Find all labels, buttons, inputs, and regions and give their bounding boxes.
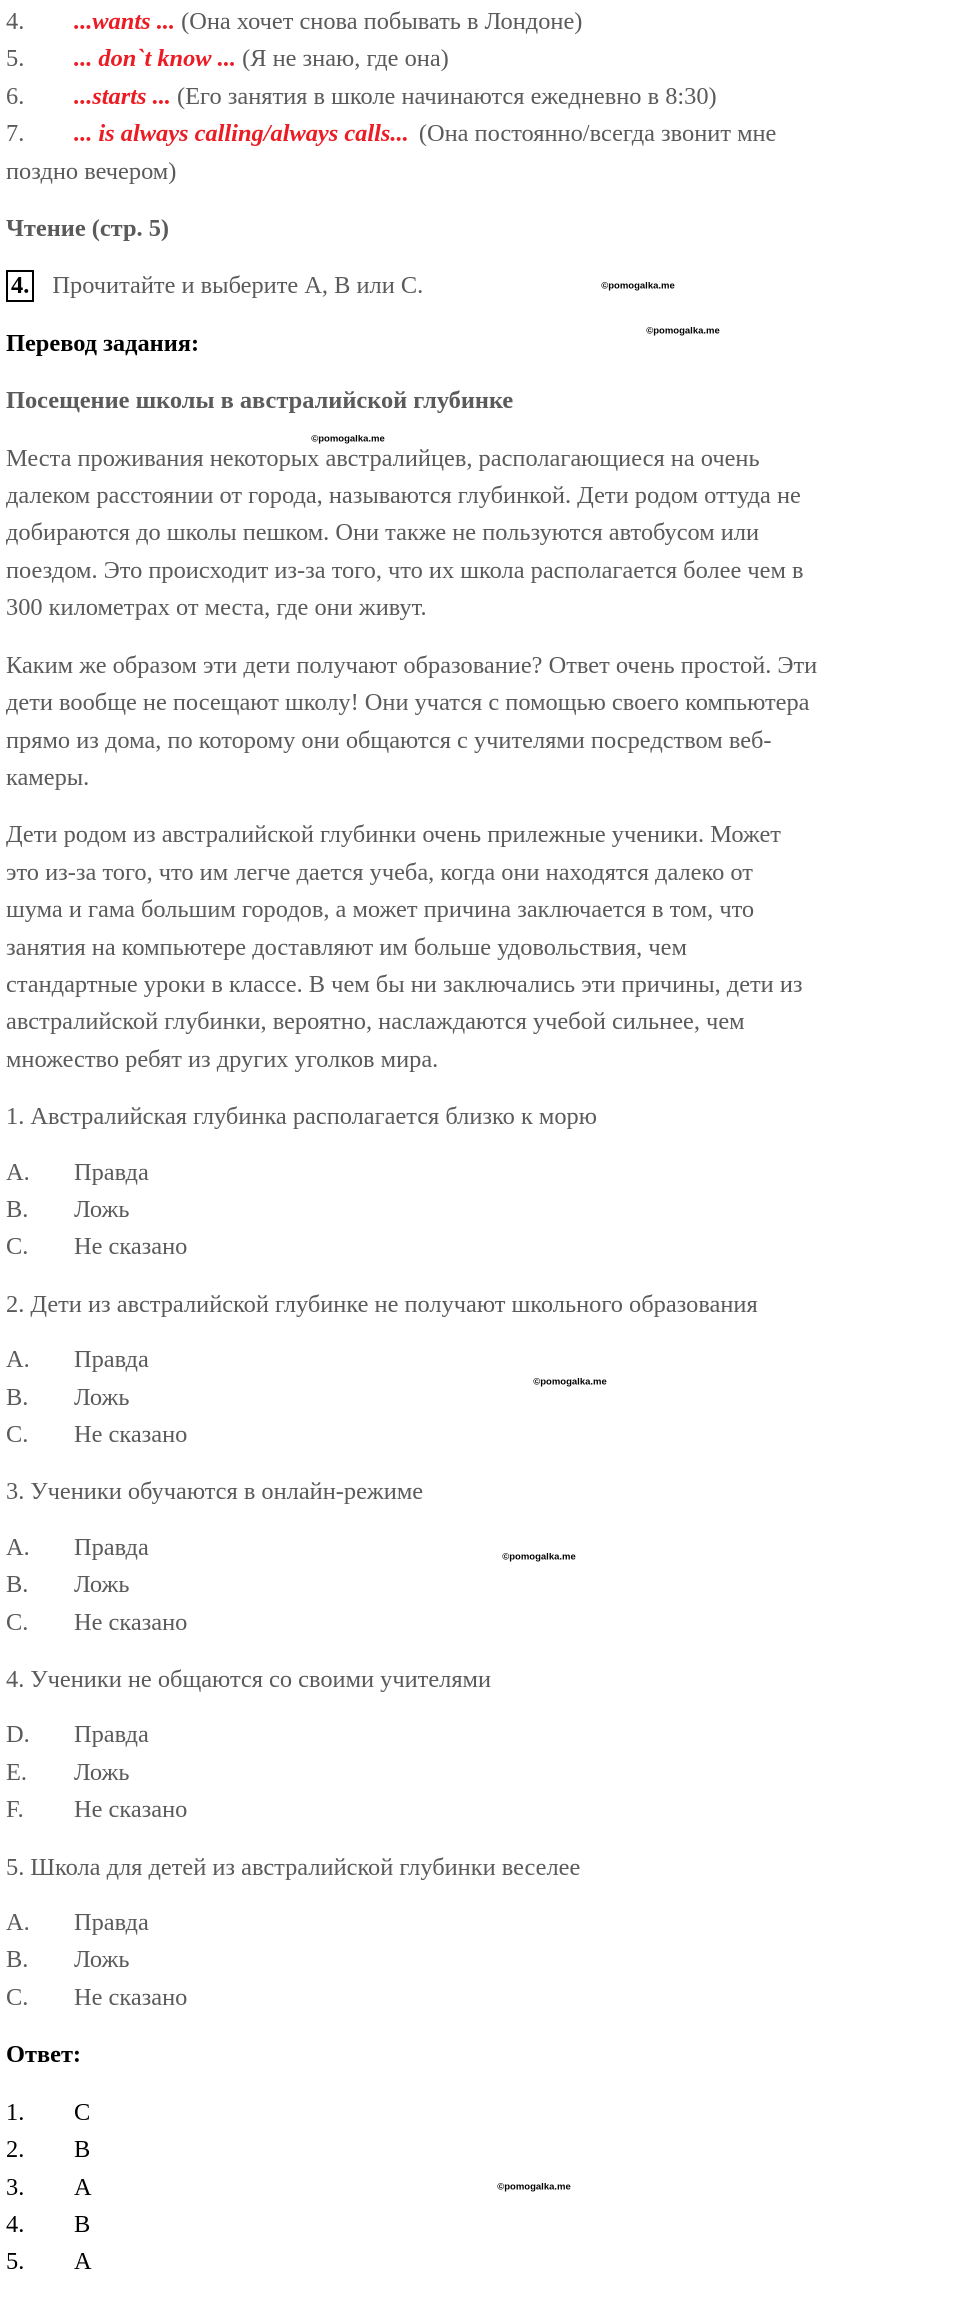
option-text: Не сказано xyxy=(74,1796,188,1824)
option xyxy=(6,1566,960,1603)
answer-text: ...starts ... xyxy=(74,82,171,110)
option-letter: F. xyxy=(6,1796,24,1824)
answer-row xyxy=(6,2131,960,2168)
option xyxy=(6,1941,960,1978)
watermark: ©pomogalka.me xyxy=(646,325,720,337)
option-letter: A. xyxy=(6,1909,30,1937)
answer-translation: (Она постоянно/всегда звонит мне xyxy=(418,120,777,148)
option xyxy=(6,1754,960,1791)
article-paragraph xyxy=(6,440,960,627)
answer-translation-continued: поздно вечером) xyxy=(6,157,177,185)
options-list xyxy=(6,1154,960,1266)
option xyxy=(6,1416,960,1453)
option-text: Ложь xyxy=(74,1758,130,1786)
paragraph-line: австралийской глубинки, вероятно, наслаждаются учебой сильнее, чем xyxy=(6,1008,745,1036)
option-text: Ложь xyxy=(74,1195,130,1223)
translation-heading: Перевод задания: xyxy=(6,329,200,357)
watermark: ©pomogalka.me xyxy=(311,433,385,445)
answer-text: ... is always calling/always calls... xyxy=(74,120,409,148)
watermark: ©pomogalka.me xyxy=(601,280,675,292)
paragraph-line: прямо из дома, по которому они общаются с учителями посредством веб- xyxy=(6,726,772,754)
answer-number: 7. xyxy=(6,120,25,148)
answer-number: 4. xyxy=(6,8,25,35)
option xyxy=(6,1979,960,2016)
question: 1. Австралийская глубинка располагается близко к морю xyxy=(6,1103,597,1131)
watermark: ©pomogalka.me xyxy=(533,1376,607,1388)
options-list xyxy=(6,1341,960,1453)
paragraph-line: стандартные уроки в классе. В чем бы ни заключались эти причины, дети из xyxy=(6,970,803,998)
option xyxy=(6,1904,960,1941)
answer-row-value: B xyxy=(74,2210,91,2238)
question: 3. Ученики обучаются в онлайн-режиме xyxy=(6,1478,424,1506)
option-letter: E. xyxy=(6,1758,27,1786)
option xyxy=(6,1191,960,1228)
option-letter: C. xyxy=(6,1421,29,1448)
task-number-box: 4. xyxy=(6,270,34,302)
answer-heading: Ответ: xyxy=(6,2041,82,2069)
answer-line xyxy=(6,115,960,152)
section-heading: Чтение (стр. 5) xyxy=(6,215,170,243)
option-text: Правда xyxy=(74,1533,149,1561)
answer-line xyxy=(6,40,960,77)
option-letter: B. xyxy=(6,1946,29,1974)
option-text: Правда xyxy=(74,1909,149,1937)
option-text: Правда xyxy=(74,1721,149,1749)
paragraph-line: Места проживания некоторых австралийцев, располагающиеся на очень xyxy=(6,444,760,472)
option-text: Ложь xyxy=(74,1383,130,1411)
option-text: Не сказано xyxy=(74,1421,188,1448)
answer-translation: (Его занятия в школе начинаются ежедневно в 8:30) xyxy=(177,82,717,110)
paragraph-line: множество ребят из других уголков мира. xyxy=(6,1045,439,1073)
article-paragraph xyxy=(6,647,960,797)
watermark: ©pomogalka.me xyxy=(502,1551,576,1563)
option-text: Не сказано xyxy=(74,1983,188,2011)
answer-line xyxy=(6,3,960,40)
paragraph-line: камеры. xyxy=(6,763,90,791)
option-text: Правда xyxy=(74,1346,149,1374)
option-text: Правда xyxy=(74,1158,149,1186)
option-text: Ложь xyxy=(74,1571,130,1599)
option-letter: B. xyxy=(6,1195,29,1223)
task-instruction: Прочитайте и выберите А, В или С. xyxy=(52,272,424,300)
paragraph-line: поездом. Это происходит из-за того, что их школа располагается более чем в xyxy=(6,556,804,584)
answer-row xyxy=(6,2094,960,2131)
option-letter: B. xyxy=(6,1571,29,1599)
answer-row-number: 5. xyxy=(6,2248,25,2276)
paragraph-line: это из-за того, что им легче дается учеба, когда они находятся далеко от xyxy=(6,858,753,886)
answer-line xyxy=(6,78,960,115)
paragraph-line: добираются до школы пешком. Они также не пользуются автобусом или xyxy=(6,519,760,547)
answer-number: 6. xyxy=(6,82,25,110)
answer-translation: (Она хочет снова побывать в Лондоне) xyxy=(181,8,583,35)
option-letter: D. xyxy=(6,1721,30,1749)
answer-row-number: 3. xyxy=(6,2173,25,2201)
task-line xyxy=(6,267,960,304)
options-list xyxy=(6,1529,960,1641)
answer-row-value: C xyxy=(74,2098,91,2126)
answer-number: 5. xyxy=(6,45,25,73)
paragraph-line: занятия на компьютере доставляют им больше удовольствия, чем xyxy=(6,933,687,961)
paragraph-line: далеком расстоянии от города, называются глубинкой. Дети родом оттуда не xyxy=(6,482,801,510)
option xyxy=(6,1529,960,1566)
answer-row-number: 4. xyxy=(6,2210,25,2238)
answer-row-value: A xyxy=(74,2248,92,2276)
answer-row xyxy=(6,2206,960,2243)
option-letter: A. xyxy=(6,1346,30,1374)
paragraph-line: Дети родом из австралийской глубинки очень прилежные ученики. Может xyxy=(6,821,781,849)
answers-list xyxy=(6,2094,960,2281)
option-text: Не сказано xyxy=(74,1233,188,1261)
answer-row-value: A xyxy=(74,2173,92,2201)
option-text: Не сказано xyxy=(74,1608,188,1636)
option xyxy=(6,1716,960,1753)
article-title: Посещение школы в австралийской глубинке xyxy=(6,387,514,415)
option xyxy=(6,1376,960,1416)
option-letter: B. xyxy=(6,1383,29,1411)
question: 4. Ученики не общаются со своими учителями xyxy=(6,1666,492,1694)
options-list xyxy=(6,1716,960,1828)
answer-translation: (Я не знаю, где она) xyxy=(242,45,449,73)
option xyxy=(6,1341,960,1378)
answer-row xyxy=(6,2169,960,2206)
question: 2. Дети из австралийской глубинке не получают школьного образования xyxy=(6,1290,758,1318)
option-letter: C. xyxy=(6,1233,29,1261)
option xyxy=(6,1154,960,1191)
option-letter: A. xyxy=(6,1533,30,1561)
paragraph-line: шума и гама большим городов, а может причина заключается в том, что xyxy=(6,896,755,924)
option-letter: C. xyxy=(6,1608,29,1636)
answer-text: ... don`t know ... xyxy=(74,45,236,73)
paragraph-line: 300 километрах от места, где они живут. xyxy=(6,594,427,622)
option-letter: C. xyxy=(6,1983,29,2011)
answer-row-number: 1. xyxy=(6,2098,25,2126)
paragraph-line: Каким же образом эти дети получают образование? Ответ очень простой. Эти xyxy=(6,651,818,679)
options-list xyxy=(6,1904,960,2016)
answer-row-number: 2. xyxy=(6,2136,25,2164)
answer-text: ...wants ... xyxy=(74,8,175,35)
watermark: ©pomogalka.me xyxy=(497,2181,571,2193)
article-paragraph xyxy=(6,816,960,1078)
answer-row-value: B xyxy=(74,2136,91,2164)
paragraph-line: дети вообще не посещают школу! Они учатся с помощью своего компьютера xyxy=(6,689,810,717)
option-text: Ложь xyxy=(74,1946,130,1974)
option xyxy=(6,1791,960,1828)
answer-row xyxy=(6,2243,960,2280)
option xyxy=(6,1228,960,1265)
option-letter: A. xyxy=(6,1158,30,1186)
question: 5. Школа для детей из австралийской глубинки веселее xyxy=(6,1853,581,1881)
option xyxy=(6,1604,960,1641)
